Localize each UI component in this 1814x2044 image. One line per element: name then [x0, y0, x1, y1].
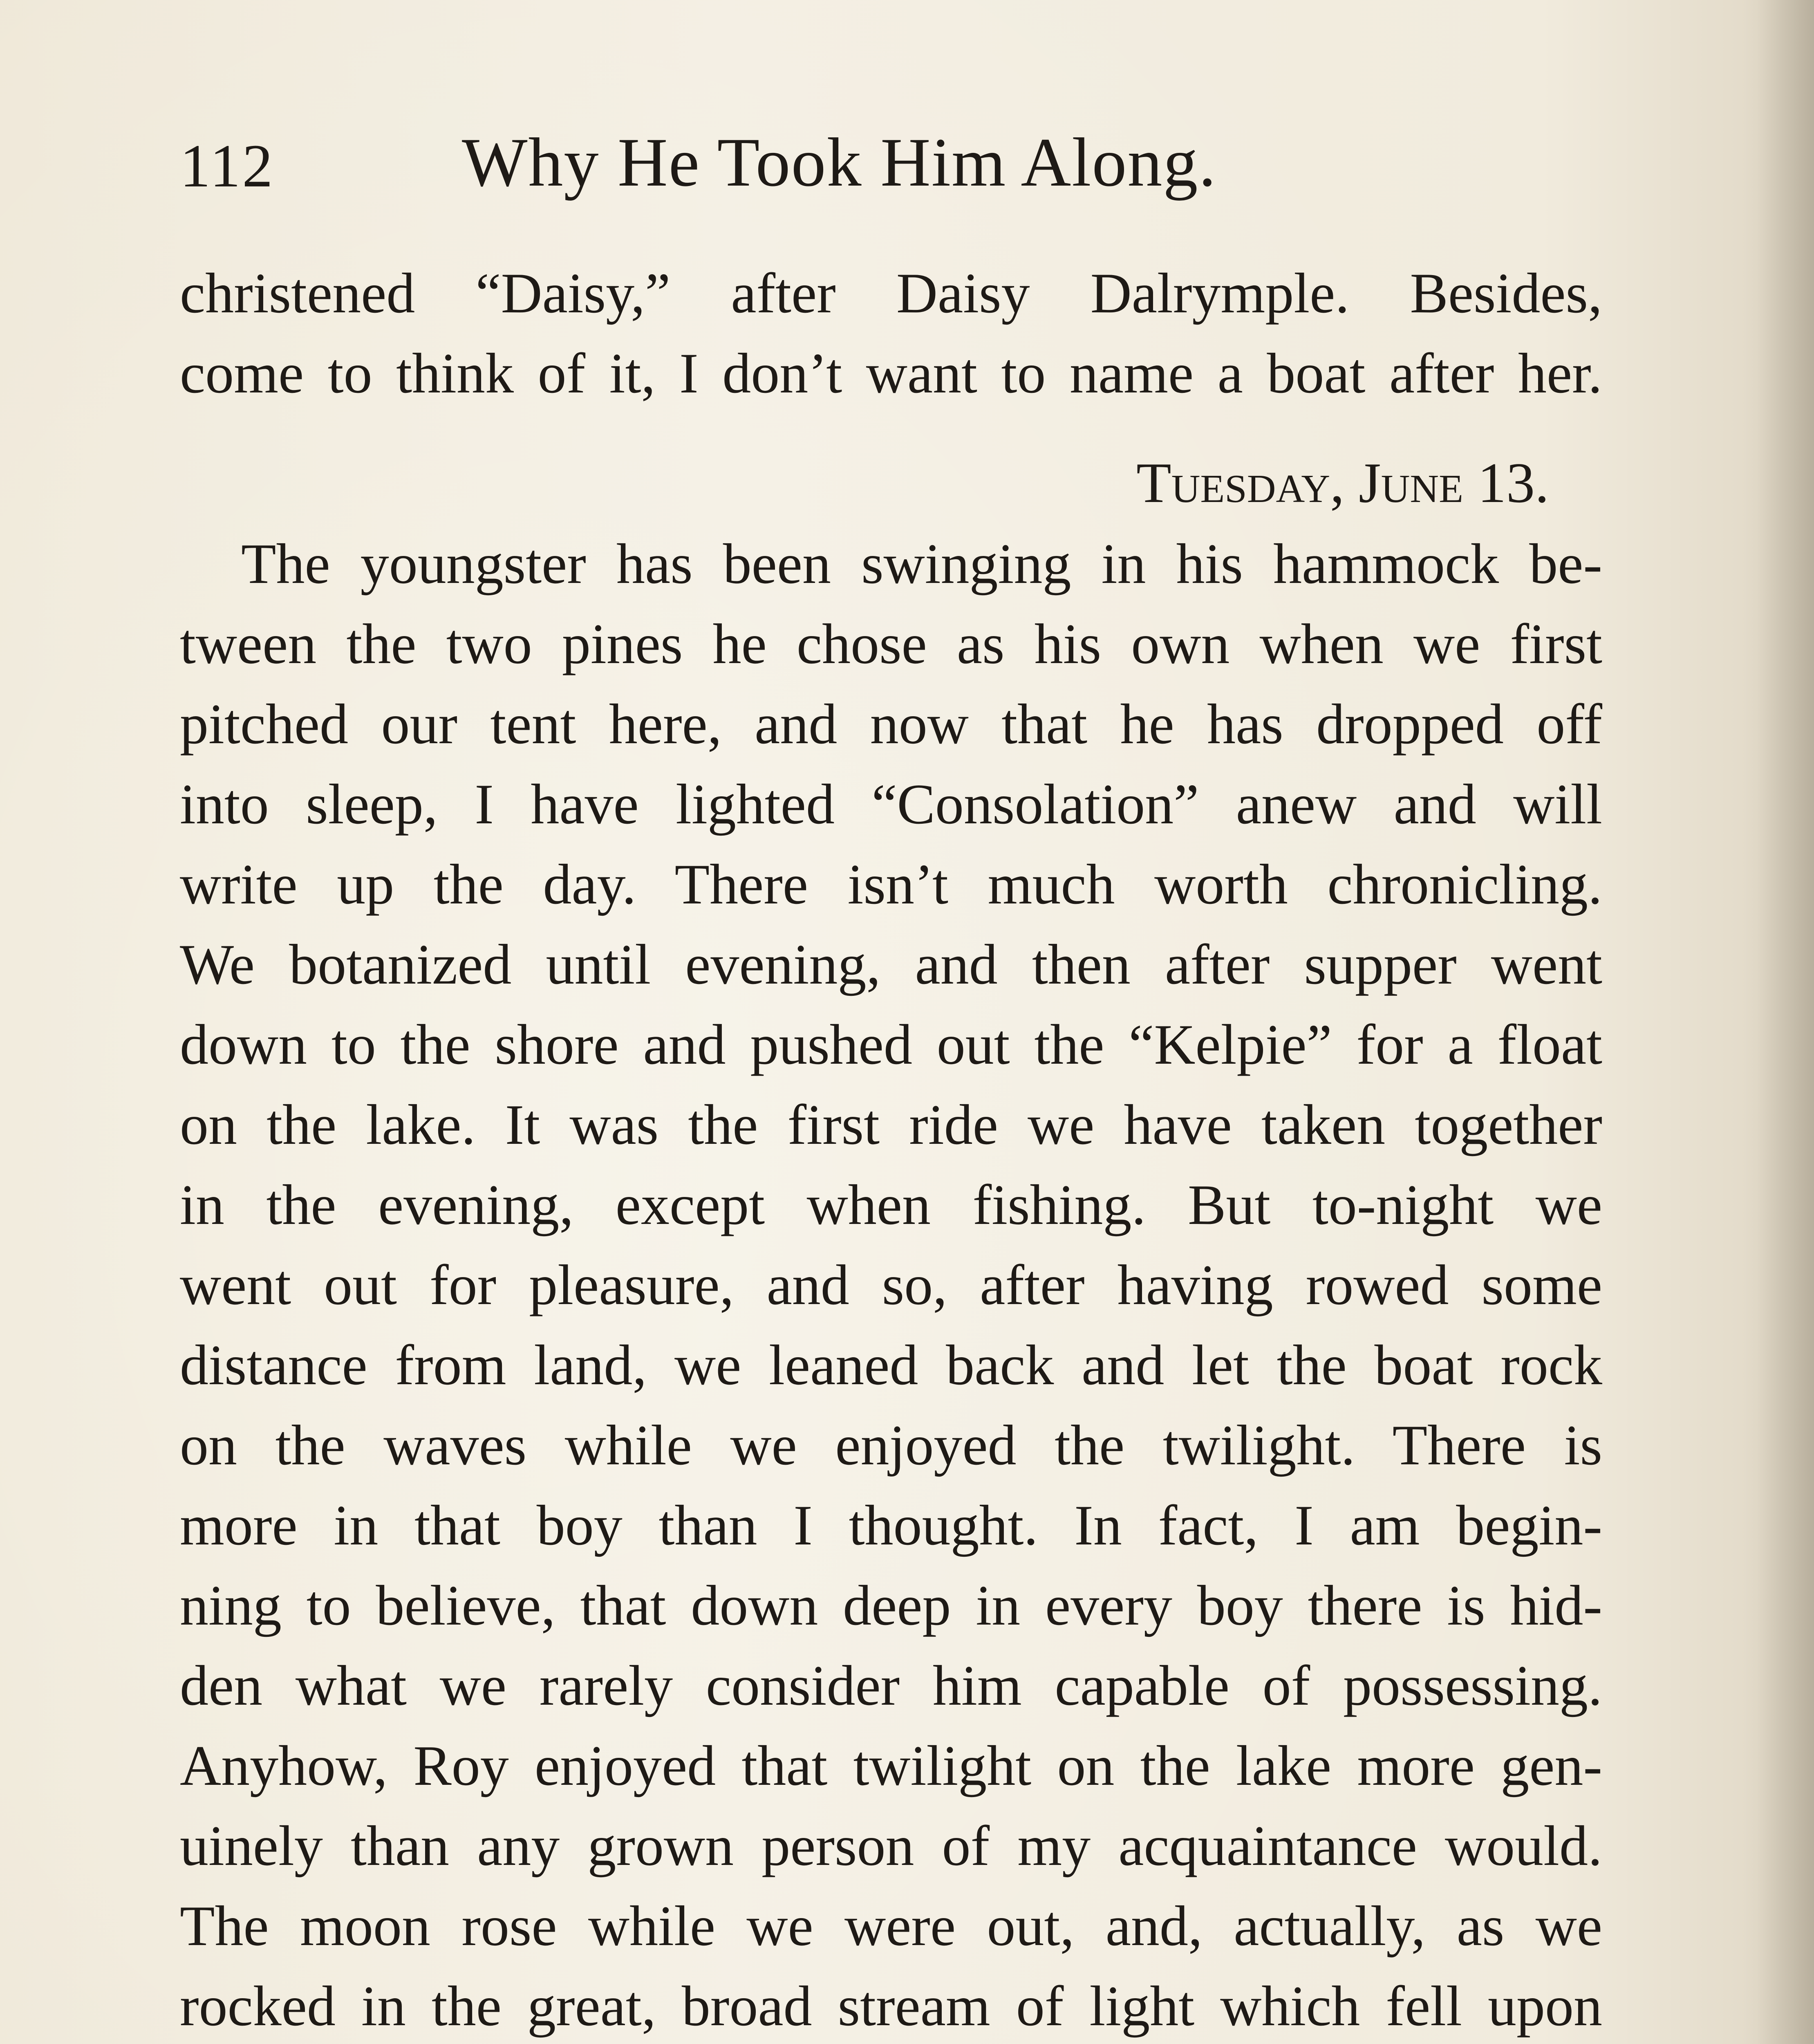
text-line: The moon rose while we were out, and, actually, as we — [180, 1894, 1602, 1958]
page-edge-shadow — [1757, 0, 1814, 2044]
text-line: pitched our tent here, and now that he has dropped off — [180, 693, 1602, 756]
text-line: christened “Daisy,” after Daisy Dalrymple. Besides, — [180, 262, 1602, 325]
text-line: uinely than any grown person of my acquaintance would. — [180, 1814, 1602, 1878]
body-text — [180, 253, 1602, 2044]
text-line: Anyhow, Roy enjoyed that twilight on the lake more gen- — [180, 1734, 1602, 1797]
text-line: write up the day. There isn’t much worth chronicling. — [180, 853, 1602, 916]
text-line: den what we rarely consider him capable of possessing. — [180, 1654, 1602, 1717]
text-line: rocked in the great, broad stream of light which fell upon — [180, 1975, 1602, 2038]
text-line: on the waves while we enjoyed the twilight. There is — [180, 1414, 1602, 1477]
text-line: went out for pleasure, and so, after having rowed some — [180, 1253, 1602, 1317]
text-line: tween the two pines he chose as his own when we first — [180, 612, 1602, 676]
text-line: distance from land, we leaned back and let the boat rock — [180, 1334, 1602, 1397]
text-line: more in that boy than I thought. In fact, I am begin- — [180, 1494, 1602, 1557]
text-line: in the evening, except when fishing. But to-night we — [180, 1173, 1602, 1237]
page-header — [180, 123, 1610, 204]
text-line: into sleep, I have lighted “Consolation” anew and will — [180, 773, 1602, 836]
page-number: 112 — [180, 132, 275, 200]
text-line: We botanized until evening, and then after supper went — [180, 933, 1602, 996]
text-line: come to think of it, I don’t want to name a boat after her. — [180, 342, 1602, 405]
text-line: on the lake. It was the first ride we have taken together — [180, 1093, 1602, 1156]
text-line: The youngster has been swinging in his hammock be- — [241, 532, 1602, 596]
text-line: down to the shore and pushed out the “Kelpie” for a float — [180, 1013, 1602, 1076]
text-line: ning to believe, that down deep in every boy there is hid- — [180, 1574, 1602, 1637]
entry-dateline: Tuesday, June 13. — [1136, 451, 1549, 515]
running-title: Why He Took Him Along. — [462, 124, 1217, 201]
